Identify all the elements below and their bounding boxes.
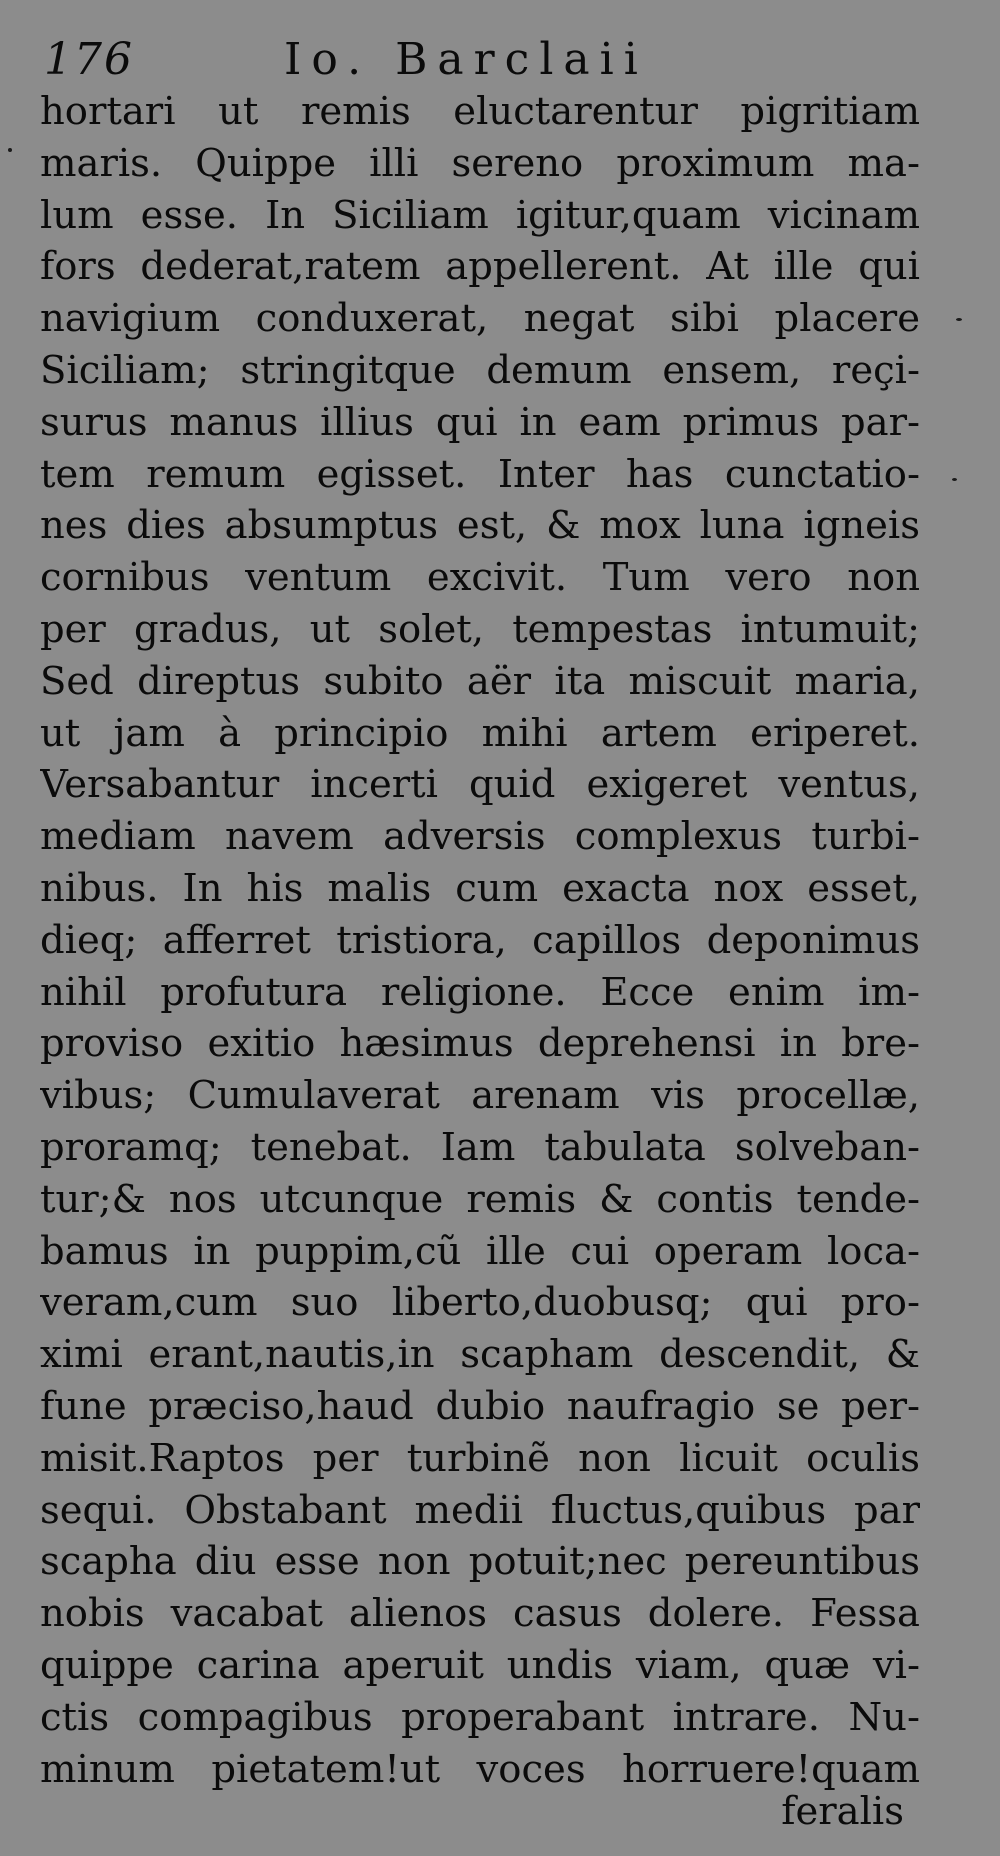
text-line: scapha diu esse non potuit;nec pereuntibus — [40, 1539, 920, 1585]
running-head: Io. Barclaii — [284, 34, 648, 85]
text-line: ut jam à principio mihi artem eriperet. — [40, 710, 920, 756]
text-line: Siciliam; stringitque demum ensem, reçi- — [40, 347, 920, 393]
text-line: fors dederat,ratem appellerent. At ille qui — [40, 244, 920, 290]
text-line: proviso exitio hæsimus deprehensi in bre- — [40, 1021, 920, 1067]
text-line: sequi. Obstabant medii fluctus,quibus par — [40, 1487, 920, 1533]
text-line: nihil profutura religione. Ecce enim im- — [40, 969, 920, 1015]
text-line: per gradus, ut solet, tempestas intumuit; — [40, 606, 920, 652]
text-line: hortari ut remis eluctarentur pigritiam — [40, 89, 920, 134]
text-line: nes dies absumptus est, & mox luna igneis — [40, 503, 920, 549]
text-line: ximi erant,nautis,in scapham descendit, & — [40, 1332, 920, 1378]
text-line: misit.Raptos per turbinẽ non licuit oculis — [40, 1435, 920, 1481]
ink-speck — [8, 148, 12, 152]
text-line: vibus; Cumulaverat arenam vis procellæ, — [40, 1073, 920, 1119]
text-line: proramq; tenebat. Iam tabulata solveban- — [40, 1124, 920, 1170]
text-line: dieq; afferret tristiora, capillos deponimus — [40, 917, 920, 963]
text-line: minum pietatem!ut voces horruere!quam — [40, 1746, 920, 1792]
text-line: nobis vacabat alienos casus dolere. Fessa — [40, 1591, 920, 1637]
text-line: cornibus ventum excivit. Tum vero non — [40, 555, 920, 601]
text-line: bamus in puppim,cũ ille cui operam loca- — [40, 1228, 920, 1274]
text-line: maris. Quippe illi sereno proximum ma- — [40, 140, 920, 186]
text-line: tem remum egisset. Inter has cunctatio- — [40, 451, 920, 497]
page-header — [44, 30, 944, 90]
text-line: navigium conduxerat, negat sibi placere — [40, 296, 920, 342]
text-line: lum esse. In Siciliam igitur,quam vicinam — [40, 192, 920, 238]
text-line: veram,cum suo liberto,duobusq; qui pro- — [40, 1280, 920, 1326]
text-line: Sed direptus subito aër ita miscuit maria, — [40, 658, 920, 704]
text-line: surus manus illius qui in eam primus par- — [40, 399, 920, 445]
text-line: quippe carina aperuit undis viam, quæ vi- — [40, 1642, 920, 1688]
catchword: feralis — [781, 1789, 904, 1834]
page-number: 176 — [44, 34, 134, 85]
text-line: ctis compagibus properabant intrare. Nu- — [40, 1694, 920, 1740]
ink-speck — [956, 318, 962, 321]
body-text — [40, 86, 920, 1795]
ink-speck — [952, 478, 957, 481]
text-line: Versabantur incerti quid exigeret ventus, — [40, 762, 920, 808]
text-line: nibus. In his malis cum exacta nox esset, — [40, 865, 920, 911]
text-line: tur;& nos utcunque remis & contis tende- — [40, 1176, 920, 1222]
text-line: fune præciso,haud dubio naufragio se per- — [40, 1383, 920, 1429]
text-line: mediam navem adversis complexus turbi- — [40, 814, 920, 860]
